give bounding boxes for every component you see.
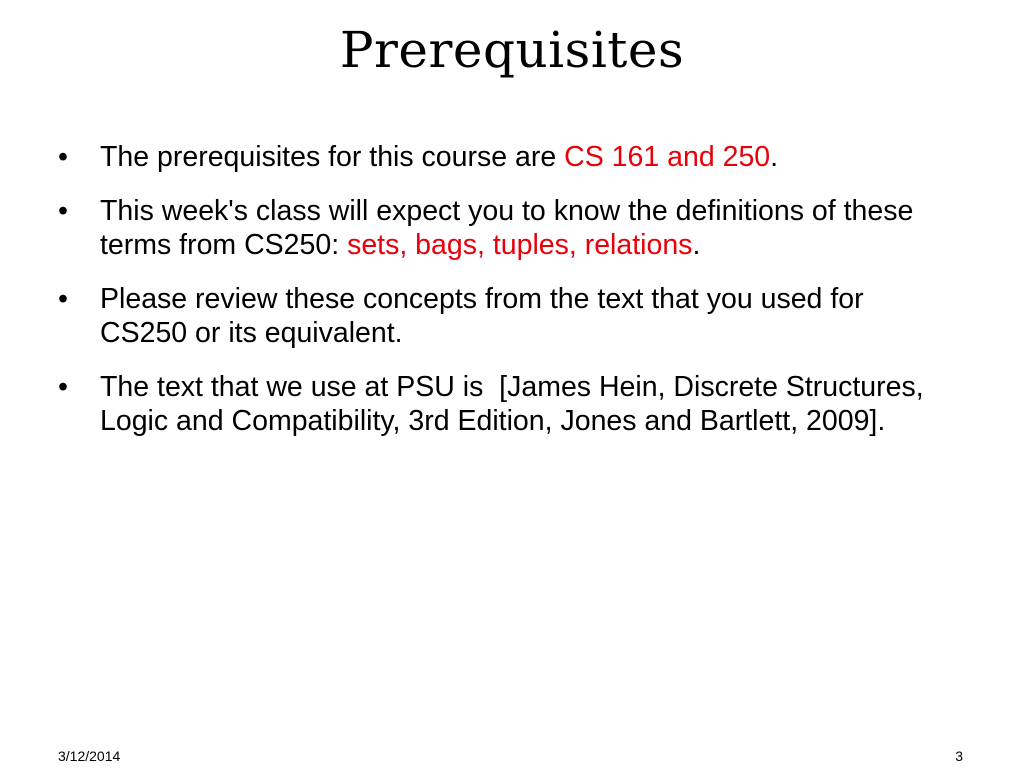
- bullet-item-prerequisites: [58, 140, 958, 174]
- page-number: 3: [955, 748, 963, 764]
- footer-date: 3/12/2014: [58, 748, 121, 764]
- highlight-courses: CS 161 and 250: [564, 141, 771, 173]
- bullet-list: [58, 140, 958, 458]
- bullet-icon: •: [58, 141, 68, 173]
- bullet-text-end: .: [692, 229, 701, 261]
- bullet-icon: •: [58, 371, 68, 403]
- bullet-item-review: [58, 282, 958, 350]
- bullet-icon: •: [58, 195, 68, 227]
- bullet-text: The text that we use at PSU is [James Hein, Discrete Structures, Logic and Compatibility, 3rd Edition, Jones and Bartlett, 2009].: [100, 371, 932, 437]
- highlight-terms: sets, bags, tuples, relations: [347, 229, 693, 261]
- bullet-text: This week's class will expect you to know the definitions of these terms from CS250:: [100, 195, 914, 261]
- bullet-item-definitions: [58, 194, 958, 262]
- bullet-text: Please review these concepts from the text that you used for CS250 or its equivalent.: [100, 283, 864, 349]
- bullet-text: The prerequisites for this course are: [100, 141, 565, 173]
- bullet-item-textbook: [58, 370, 958, 438]
- bullet-icon: •: [58, 283, 68, 315]
- bullet-text-end: .: [770, 141, 779, 173]
- slide-title: Prerequisites: [339, 21, 685, 79]
